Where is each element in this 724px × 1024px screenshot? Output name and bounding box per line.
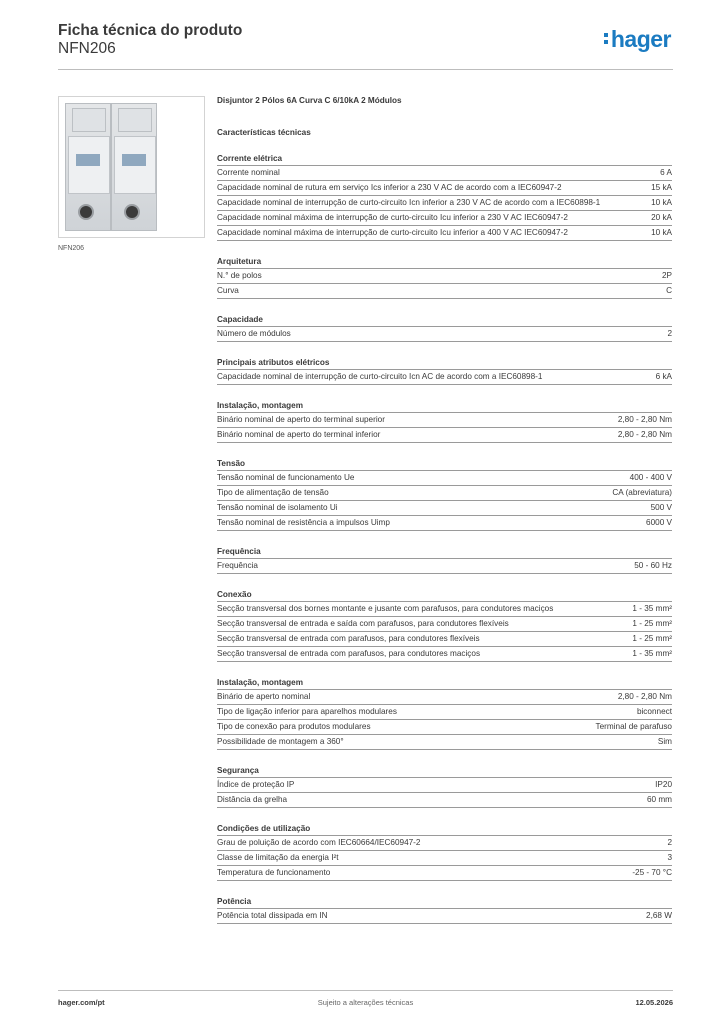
spec-section — [217, 357, 672, 385]
spec-section — [217, 256, 672, 299]
product-code: NFN206 — [58, 40, 116, 57]
spec-row — [217, 735, 672, 750]
spec-label: Tipo de conexão para produtos modulares — [217, 722, 371, 731]
spec-label: Corrente nominal — [217, 168, 280, 177]
spec-row — [217, 370, 672, 385]
spec-label: Temperatura de funcionamento — [217, 868, 331, 877]
spec-row — [217, 166, 672, 181]
hager-logo — [604, 26, 671, 53]
spec-section — [217, 896, 672, 924]
spec-row — [217, 327, 672, 342]
spec-label: Capacidade nominal de interrupção de curto-circuito Icn AC de acordo com a IEC60898-1 — [217, 372, 543, 381]
spec-label: N.° de polos — [217, 271, 262, 280]
spec-section — [217, 153, 672, 241]
spec-value: 6 A — [660, 168, 672, 177]
section-title: Capacidade — [217, 314, 672, 327]
spec-row — [217, 413, 672, 428]
spec-label: Binário nominal de aperto do terminal superior — [217, 415, 385, 424]
spec-label: Grau de poluição de acordo com IEC60664/IEC60947-2 — [217, 838, 421, 847]
spec-value: 1 - 25 mm² — [632, 619, 672, 628]
spec-label: Tensão nominal de isolamento Ui — [217, 503, 338, 512]
spec-value: 2 — [667, 329, 672, 338]
spec-section — [217, 589, 672, 662]
spec-content — [217, 96, 672, 924]
logo-dots-icon — [604, 30, 610, 46]
spec-value: 1 - 25 mm² — [632, 634, 672, 643]
spec-label: Secção transversal de entrada e saída com parafusos, para condutores flexíveis — [217, 619, 509, 628]
breaker-pole-left — [65, 103, 111, 231]
spec-label: Tensão nominal de resistência a impulsos Uimp — [217, 518, 390, 527]
spec-label: Secção transversal dos bornes montante e jusante com parafusos, para condutores maciços — [217, 604, 554, 613]
spec-value: 15 kA — [651, 183, 672, 192]
tech-characteristics-heading: Características técnicas — [217, 128, 311, 137]
spec-row — [217, 196, 672, 211]
spec-row — [217, 793, 672, 808]
spec-value: 60 mm — [646, 795, 672, 804]
spec-label: Distância da grelha — [217, 795, 288, 804]
spec-label: Classe de limitação da energia I²t — [217, 853, 339, 862]
footer-note: Sujeito a alterações técnicas — [317, 998, 414, 1007]
spec-value: 50 - 60 Hz — [634, 561, 672, 570]
spec-label: Secção transversal de entrada com parafusos, para condutores flexíveis — [217, 634, 480, 643]
spec-row — [217, 559, 672, 574]
spec-row — [217, 486, 672, 501]
spec-row — [217, 269, 672, 284]
spec-row — [217, 516, 672, 531]
spec-row — [217, 181, 672, 196]
footer-date: 12.05.2026 — [635, 998, 673, 1007]
header-divider — [58, 69, 673, 70]
spec-row — [217, 909, 672, 924]
section-title: Frequência — [217, 546, 672, 559]
section-title: Tensão — [217, 458, 672, 471]
spec-value: 2 — [667, 838, 672, 847]
spec-value: Sim — [657, 737, 672, 746]
product-image — [58, 96, 205, 238]
section-title: Instalação, montagem — [217, 400, 672, 413]
spec-value: -25 - 70 °C — [632, 868, 672, 877]
spec-section — [217, 314, 672, 342]
spec-value: 6000 V — [646, 518, 672, 527]
spec-row — [217, 284, 672, 299]
spec-value: 10 kA — [651, 228, 672, 237]
spec-row — [217, 428, 672, 443]
footer-divider — [58, 990, 673, 991]
spec-row — [217, 501, 672, 516]
spec-label: Capacidade nominal máxima de interrupção de curto-circuito Icu inferior a 230 V AC IEC60947-2 — [217, 213, 568, 222]
spec-section — [217, 677, 672, 750]
spec-label: Tipo de alimentação de tensão — [217, 488, 329, 497]
spec-label: Frequência — [217, 561, 258, 570]
spec-value: 2P — [661, 271, 672, 280]
spec-label: Possibilidade de montagem a 360° — [217, 737, 344, 746]
spec-section — [217, 765, 672, 808]
spec-value: 2,80 - 2,80 Nm — [617, 692, 672, 701]
section-title: Potência — [217, 896, 672, 909]
image-caption: NFN206 — [58, 245, 85, 252]
product-name: Disjuntor 2 Pólos 6A Curva C 6/10kA 2 Módulos — [217, 96, 402, 105]
spec-value: Terminal de parafuso — [595, 722, 672, 731]
spec-value: 2,68 W — [646, 911, 672, 920]
spec-label: Capacidade nominal de rutura em serviço Ics inferior a 230 V AC de acordo com a IEC60947-2 — [217, 183, 562, 192]
spec-value: CA (abreviatura) — [612, 488, 672, 497]
spec-row — [217, 471, 672, 486]
page-title: Ficha técnica do produto — [58, 22, 243, 39]
spec-label: Binário nominal de aperto do terminal inferior — [217, 430, 381, 439]
spec-label: Secção transversal de entrada com parafusos, para condutores maciços — [217, 649, 481, 658]
section-title: Corrente elétrica — [217, 153, 672, 166]
spec-row — [217, 778, 672, 793]
logo-text: hager — [610, 26, 671, 52]
footer-website[interactable]: hager.com/pt — [58, 998, 105, 1007]
spec-row — [217, 226, 672, 241]
spec-section — [217, 458, 672, 531]
spec-row — [217, 720, 672, 735]
spec-label: Capacidade nominal máxima de interrupção de curto-circuito Icu inferior a 400 V AC IEC60947-2 — [217, 228, 568, 237]
spec-value: C — [666, 286, 672, 295]
circuit-breaker-illustration — [65, 103, 161, 231]
spec-label: Tipo de ligação inferior para aparelhos modulares — [217, 707, 397, 716]
spec-label: Índice de proteção IP — [217, 780, 295, 789]
spec-label: Curva — [217, 286, 239, 295]
spec-label: Tensão nominal de funcionamento Ue — [217, 473, 355, 482]
spec-value: 1 - 35 mm² — [632, 604, 672, 613]
spec-value: 10 kA — [651, 198, 672, 207]
spec-value: 500 V — [650, 503, 672, 512]
spec-value: 2,80 - 2,80 Nm — [617, 415, 672, 424]
spec-row — [217, 866, 672, 881]
header — [58, 22, 673, 68]
spec-row — [217, 836, 672, 851]
section-title: Conexão — [217, 589, 672, 602]
spec-row — [217, 705, 672, 720]
section-title: Principais atributos elétricos — [217, 357, 672, 370]
spec-value: 2,80 - 2,80 Nm — [617, 430, 672, 439]
spec-section — [217, 823, 672, 881]
spec-section — [217, 546, 672, 574]
section-title: Arquitetura — [217, 256, 672, 269]
spec-value: 3 — [667, 853, 672, 862]
breaker-pole-right — [111, 103, 157, 231]
section-title: Condições de utilização — [217, 823, 672, 836]
spec-value: 20 kA — [651, 213, 672, 222]
spec-label: Número de módulos — [217, 329, 291, 338]
spec-row — [217, 211, 672, 226]
section-title: Segurança — [217, 765, 672, 778]
spec-section — [217, 400, 672, 443]
spec-label: Binário de aperto nominal — [217, 692, 311, 701]
spec-row — [217, 647, 672, 662]
spec-label: Potência total dissipada em IN — [217, 911, 328, 920]
spec-label: Capacidade nominal de interrupção de curto-circuito Icn inferior a 230 V AC de acordo com a IEC60898-1 — [217, 198, 601, 207]
spec-row — [217, 602, 672, 617]
spec-sections — [217, 153, 672, 924]
spec-value: 1 - 35 mm² — [632, 649, 672, 658]
spec-value: IP20 — [655, 780, 672, 789]
section-title: Instalação, montagem — [217, 677, 672, 690]
spec-row — [217, 632, 672, 647]
spec-row — [217, 690, 672, 705]
spec-value: 400 - 400 V — [629, 473, 672, 482]
spec-value: 6 kA — [655, 372, 672, 381]
spec-row — [217, 617, 672, 632]
spec-value: biconnect — [636, 707, 672, 716]
spec-row — [217, 851, 672, 866]
